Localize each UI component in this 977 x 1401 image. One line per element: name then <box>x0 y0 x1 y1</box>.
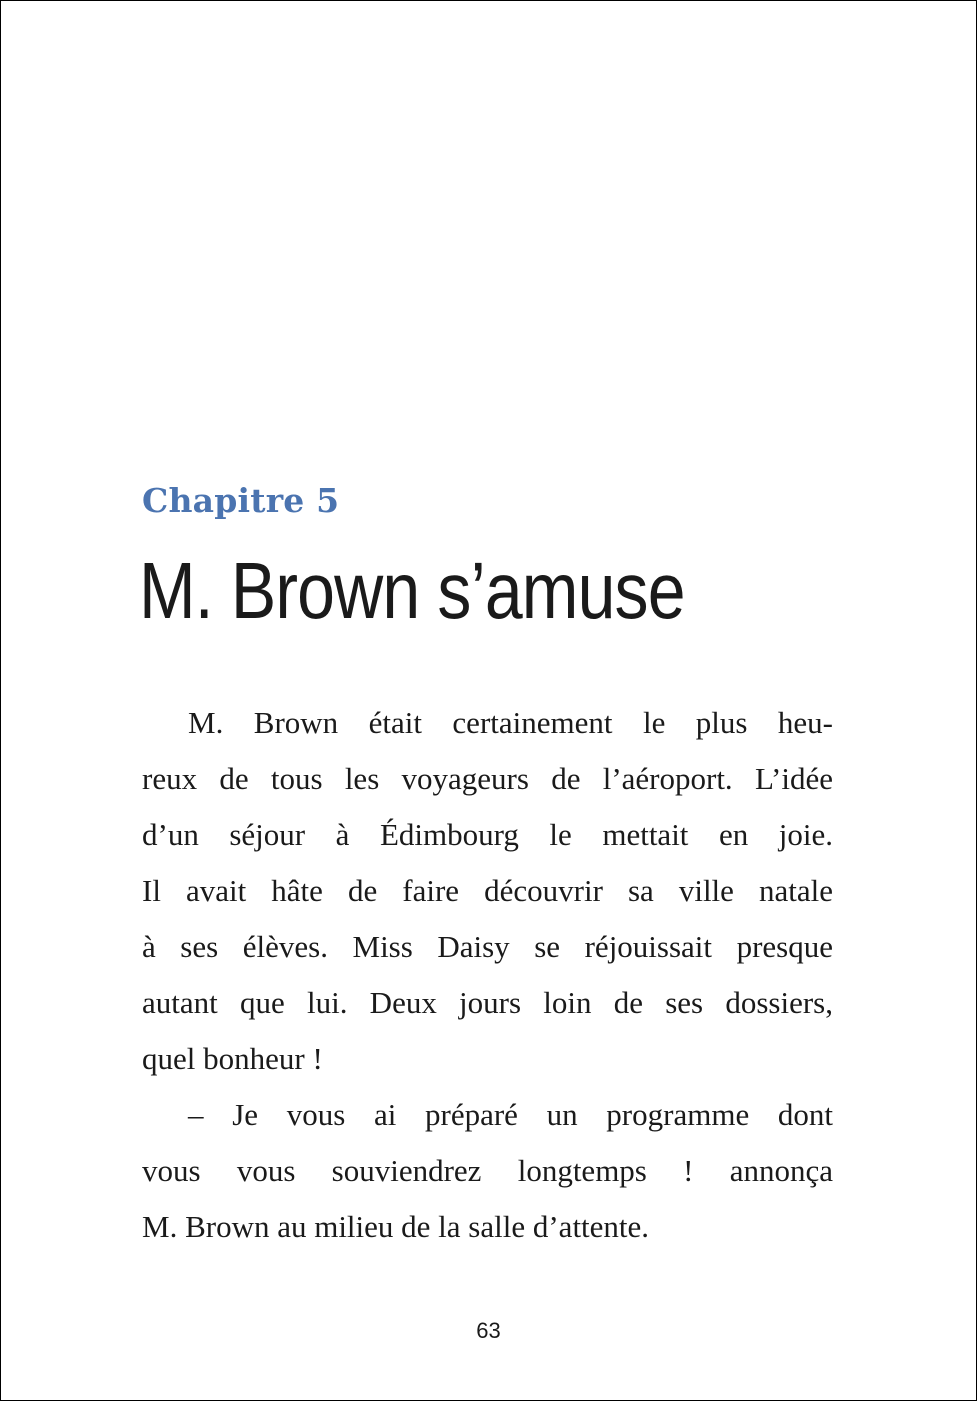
text-line: quel bonheur ! <box>142 1041 323 1076</box>
text-line: – Je vous ai préparé un programme dont <box>188 1097 833 1132</box>
page-number: 63 <box>476 1318 501 1343</box>
text-line: vous vous souviendrez longtemps ! annonça <box>142 1153 833 1188</box>
text-line: reux de tous les voyageurs de l’aéroport. L’idée <box>142 761 833 796</box>
text-line: autant que lui. Deux jours loin de ses dossiers, <box>142 985 833 1020</box>
paragraph-1 <box>142 695 833 1087</box>
chapter-title: M. Brown s’amuse <box>139 546 685 635</box>
text-line: Il avait hâte de faire découvrir sa ville natale <box>142 873 833 908</box>
paragraph-2 <box>142 1087 833 1255</box>
text-line: M. Brown au milieu de la salle d’attente. <box>142 1209 650 1244</box>
text-line: d’un séjour à Édimbourg le mettait en joie. <box>142 817 833 852</box>
body-text <box>142 695 833 1255</box>
text-line: à ses élèves. Miss Daisy se réjouissait presque <box>142 929 833 964</box>
text-line: M. Brown était certainement le plus heu- <box>188 705 833 740</box>
chapter-label: Chapitre 5 <box>142 481 340 520</box>
